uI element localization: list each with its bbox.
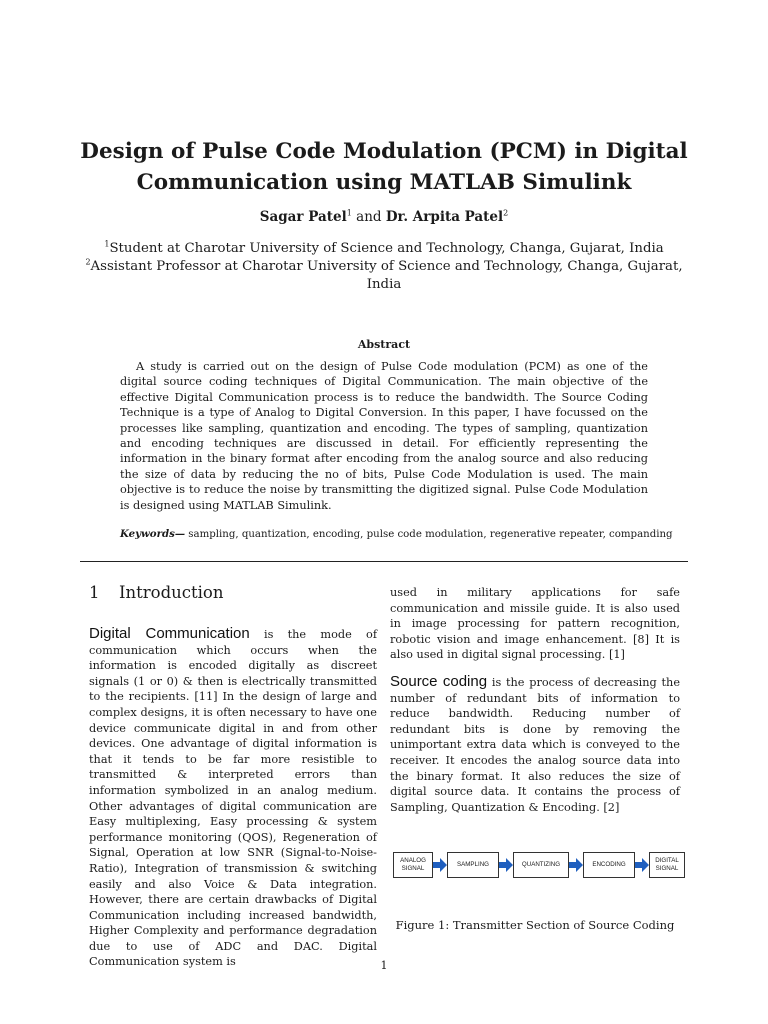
section-title: Introduction	[119, 583, 224, 602]
left-column	[89, 582, 377, 970]
right-column	[390, 585, 680, 815]
section-heading	[89, 582, 377, 604]
paragraph-lead-source-coding: Source coding	[390, 672, 488, 690]
paragraph-lead-digital-communication: Digital Communication	[89, 625, 250, 642]
paragraph-continued: used in military applications for safe communication and missile guide. It is also used in image processing for pattern recognition, robotic vision and image enhancement. [8] It is also used in digital signal processing. [1]	[390, 586, 680, 662]
page-number: 1	[380, 959, 388, 972]
section-number: 1	[89, 583, 100, 602]
author-separator: and	[356, 209, 382, 225]
author-1-name: Sagar Patel	[259, 209, 347, 225]
block-quantizing: QUANTIZING	[513, 852, 569, 878]
block-digital-signal: DIGITAL SIGNAL	[649, 852, 685, 878]
affiliation-1-sup: 1	[104, 239, 110, 249]
figure-1-caption: Figure 1: Transmitter Section of Source Coding	[395, 918, 675, 932]
author-1-sup: 1	[346, 208, 352, 218]
arrow-right-icon	[635, 858, 649, 872]
arrow-right-icon	[433, 858, 447, 872]
affiliation-2-sup: 2	[85, 257, 91, 267]
keywords-text: sampling, quantization, encoding, pulse code modulation, regenerative repeater, companding	[188, 529, 673, 540]
paragraph-source-coding	[390, 674, 680, 815]
abstract-body: A study is carried out on the design of Pulse Code modulation (PCM) as one of the digital source coding techniques of Digital Communication. The main objective of the effective Digital Communication process is to reduce the bandwidth. The Source Coding Technique is a type of Analog to Digital Conversion. In this paper, I have focussed on the processes like sampling, quantization and encoding. The types of sampling, quantization and encoding techniques are discussed in detail. For efficiently representing the information in the binary format after encoding from the analog source and also reducing the size of data by reducing the no of bits, Pulse Code Modulation is used. The main objective is to reduce the noise by transmitting the digitized signal. Pulse Code Modulation is designed using MATLAB Simulink.	[120, 360, 648, 512]
arrow-right-icon	[569, 858, 583, 872]
abstract-heading: Abstract	[357, 338, 411, 351]
paragraph-text-digital-communication: is the mode of communication which occurs when the information is encoded digitally as discreet signals (1 or 0) & then is electrically transmitted to the recipients. [11] In the design of large and complex designs, it is often necessary to have one device communicate digital in and from other devices. One advantage of digital information is that it tends to be far more resistible to transmitted & interpreted errors than information symbolized in an analog medium. Other advantages of digital communication are Easy multiplexing, Easy processing & system performance monitoring (QOS), Regeneration of Signal, Operation at low SNR (Signal-to-Noise-Ratio), Integration of transmission & switching easily and also Voice & Data integration. However, there are certain drawbacks of Digital Communication including increased bandwidth, Higher Complexity and performance degradation due to use of ADC and DAC. Digital Communication system is	[89, 628, 378, 969]
arrow-right-icon	[499, 858, 513, 872]
author-2-name: Dr. Arpita Patel	[385, 209, 504, 225]
paragraph-text-source-coding: is the process of decreasing the number of redundant bits of information to reduce bandwidth. Reducing number of redundant bits is done by removing the unimportant extra data which is conveyed to the receiver. It encodes the analog source data into the binary format. It also reduces the size of digital source data. It contains the process of Sampling, Quantization & Encoding. [2]	[390, 675, 681, 814]
affiliation-2-text: Assistant Professor at Charotar University of Science and Technology, Changa, Gujarat, India	[90, 259, 683, 292]
author-line	[60, 207, 708, 227]
paper-title: Design of Pulse Code Modulation (PCM) in Digital Communication using MATLAB Simulink	[80, 139, 688, 195]
affiliation-1	[80, 240, 688, 258]
affiliations	[80, 240, 688, 294]
block-encoding: ENCODING	[583, 852, 635, 878]
section-divider	[80, 561, 688, 562]
block-analog-signal: ANALOG SIGNAL	[393, 852, 433, 878]
keywords-label: Keywords—	[120, 528, 186, 540]
block-sampling: SAMPLING	[447, 852, 499, 878]
keywords-line	[120, 527, 680, 542]
affiliation-1-text: Student at Charotar University of Science and Technology, Changa, Gujarat, India	[109, 241, 664, 256]
paragraph-digital-communication	[89, 626, 377, 970]
figure-1-block-diagram	[393, 852, 683, 886]
author-2-sup: 2	[503, 208, 509, 218]
affiliation-2	[80, 258, 688, 294]
